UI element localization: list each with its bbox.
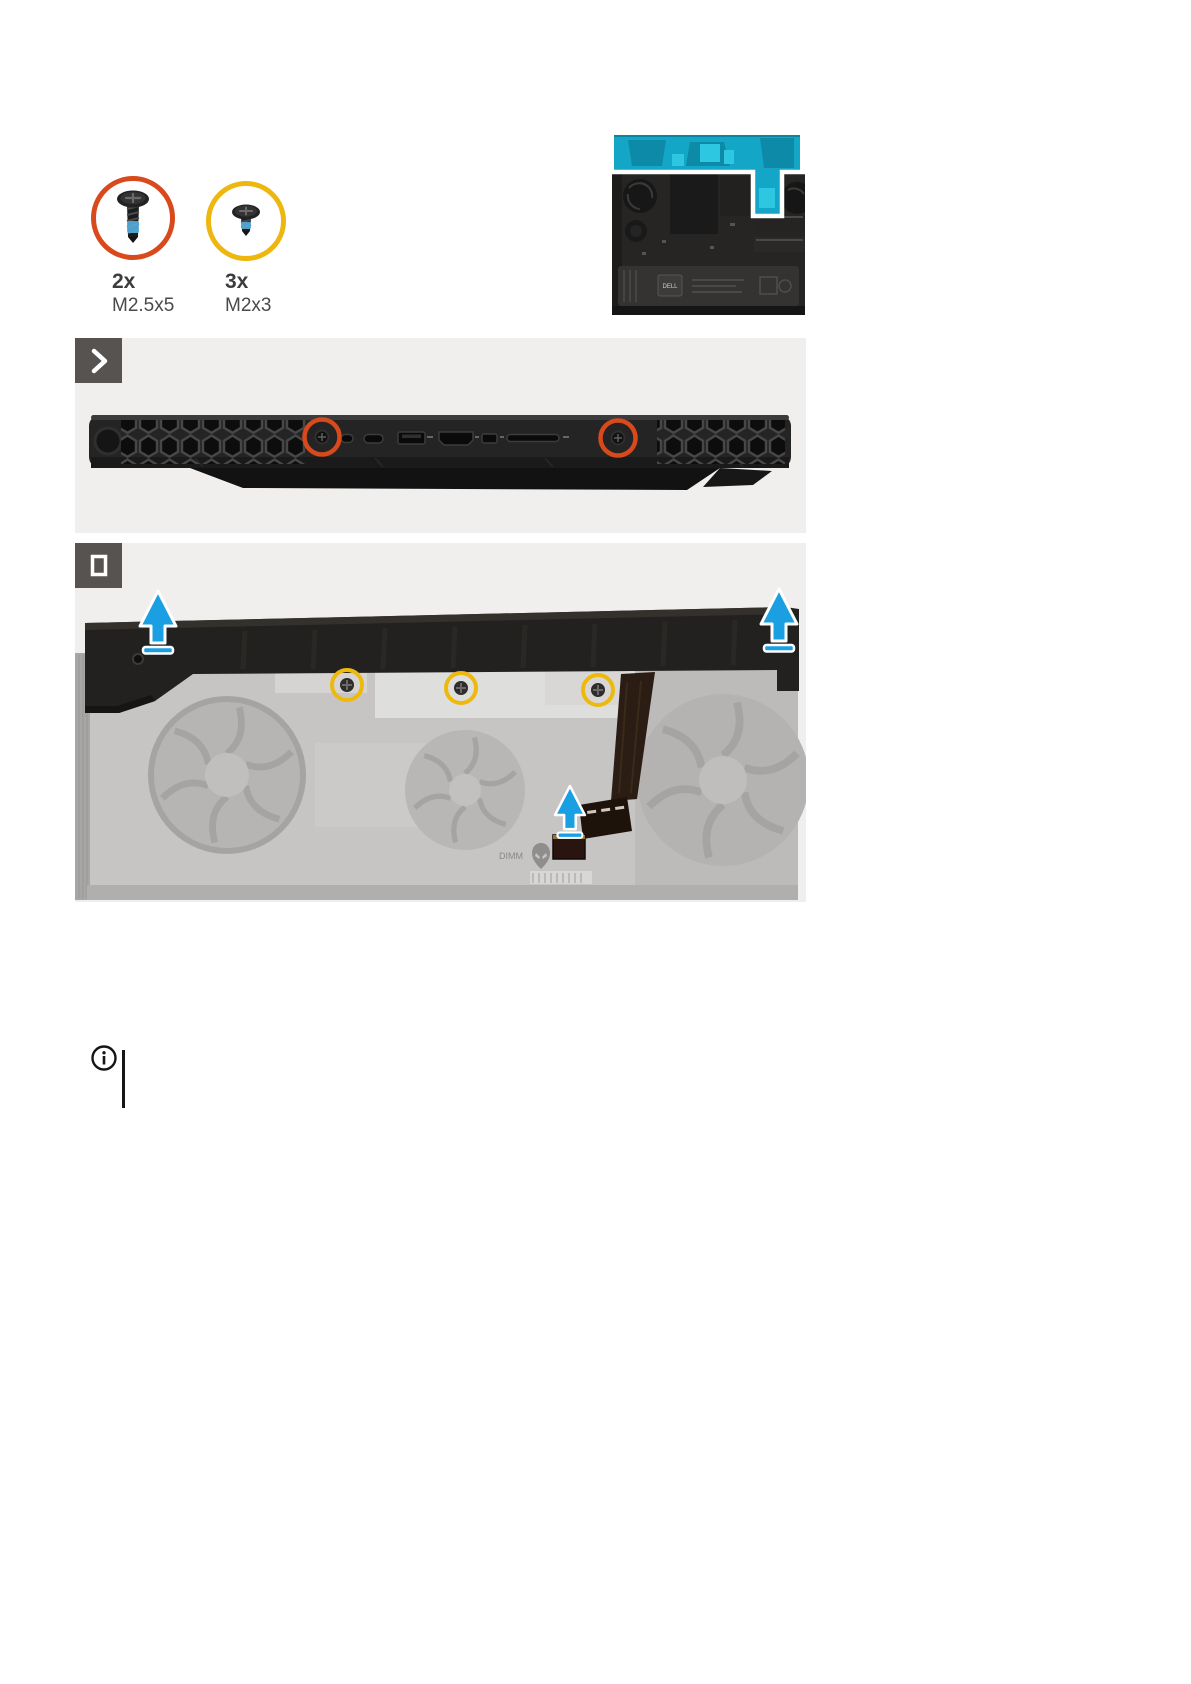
- right-vent-image: [657, 420, 785, 464]
- dimm-label: DIMM: [499, 851, 523, 861]
- step-marker-square-icon: [75, 543, 122, 588]
- screw-callout-yellow-circle: [206, 181, 286, 261]
- note-callout: [90, 1044, 125, 1108]
- part-location-thumbnail: [612, 128, 805, 315]
- step-2-panel: [75, 543, 806, 902]
- screw-size-label: M2.5x5: [112, 295, 175, 316]
- screw-m2x3-icon: [226, 199, 266, 243]
- screw-count-label: 2x: [112, 270, 136, 293]
- left-vent-image: [121, 420, 306, 464]
- screw-callout-red-circle: [91, 176, 175, 260]
- battery-brand-label: DELL: [662, 284, 678, 290]
- note-rule: [122, 1050, 125, 1108]
- step-1-panel: [75, 338, 806, 533]
- screw-size-label: M2x3: [225, 295, 272, 316]
- screw-count-label: 3x: [225, 270, 249, 293]
- info-icon: [90, 1044, 118, 1072]
- step-marker-chevron-icon: [75, 338, 122, 383]
- laptop-rear-view-image: [75, 338, 806, 533]
- screw-m2_5x5-icon: [113, 187, 153, 249]
- bracket-removal-image: [75, 543, 806, 902]
- laptop-internals-image: [612, 128, 805, 315]
- battery-image: [618, 266, 799, 306]
